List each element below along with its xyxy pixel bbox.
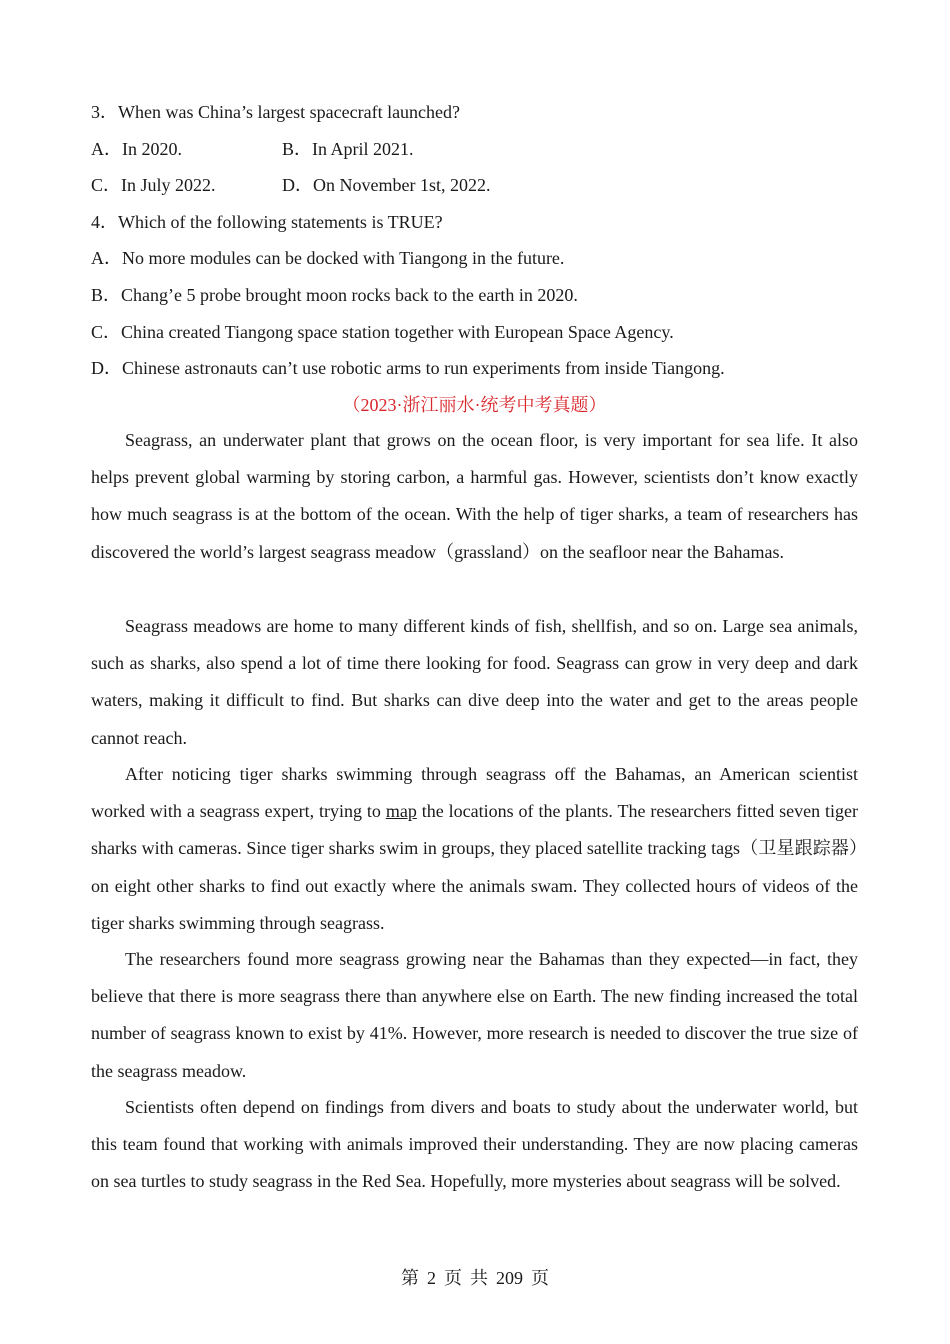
question-4-option-a: A．No more modules can be docked with Tiangong in the future. xyxy=(91,248,565,268)
question-3-option-b: B．In April 2021. xyxy=(282,139,414,159)
question-3-option-c: C．In July 2022. xyxy=(91,175,216,195)
page-footer xyxy=(0,1266,950,1290)
question-3-option-a: A．In 2020. xyxy=(91,139,182,159)
footer-suffix: 页 xyxy=(531,1268,549,1288)
question-3-options-row2 xyxy=(91,173,491,197)
footer-page-number: 2 xyxy=(427,1268,436,1288)
footer-page-word: 页 xyxy=(444,1268,462,1288)
question-4-option-b: B．Chang’e 5 probe brought moon rocks back to the earth in 2020. xyxy=(91,285,578,305)
footer-prefix: 第 xyxy=(401,1268,419,1288)
question-3-options-row1 xyxy=(91,137,414,161)
underlined-word-map: map xyxy=(385,801,417,822)
footer-total-pages: 209 xyxy=(496,1268,523,1288)
paragraph-3-text-after: the locations of the plants. The researchers fitted seven tiger sharks with cameras. Since tiger sharks swim in groups, they placed satellite tracking tags（卫星跟踪器）on eight other sharks to find out exactly where the animals swam. They collected hours of videos of the tiger sharks swimming through seagrass. xyxy=(91,801,858,933)
exam-source-label: （2023·浙江丽水·统考中考真题） xyxy=(342,395,607,415)
passage-paragraph-5: Scientists often depend on findings from divers and boats to study about the underwater world, but this team found that working with animals improved their understanding. They are now placing cameras on sea turtles to study seagrass in the Red Sea. Hopefully, more mysteries about seagrass will be solved. xyxy=(91,1097,858,1192)
passage-paragraph-4: The researchers found more seagrass growing near the Bahamas than they expected—in fact, they believe that there is more seagrass there than anywhere else on Earth. The new finding increased the total number of seagrass known to exist by 41%. However, more research is needed to discover the true size of the seagrass meadow. xyxy=(91,949,858,1081)
passage-paragraph-2: Seagrass meadows are home to many different kinds of fish, shellfish, and so on. Large sea animals, such as sharks, also spend a lot of time there looking for food. Seagrass can grow in very deep and dark waters, making it difficult to find. But sharks can dive deep into the water and get to the areas people cannot reach. xyxy=(91,616,858,748)
question-3-stem: 3．When was China’s largest spacecraft launched? xyxy=(91,102,461,122)
passage-paragraph-3 xyxy=(91,756,858,942)
question-3-option-d: D．On November 1st, 2022. xyxy=(282,175,491,195)
question-4-stem: 4．Which of the following statements is TRUE? xyxy=(91,212,443,232)
paragraph-3-text-before: After noticing tiger sharks swimming through seagrass off the Bahamas, an American scientist worked with a seagrass expert, trying to xyxy=(91,764,858,822)
passage-paragraph-1: Seagrass, an underwater plant that grows on the ocean floor, is very important for sea life. It also helps prevent global warming by storing carbon, a harmful gas. However, scientists don’t know exactly how much seagrass is at the bottom of the ocean. With the help of tiger sharks, a team of researchers has discovered the world’s largest seagrass meadow（grassland）on the seafloor near the Bahamas. xyxy=(91,430,858,562)
footer-total-word: 共 xyxy=(470,1268,488,1288)
question-4-option-d: D．Chinese astronauts can’t use robotic arms to run experiments from inside Tiangong. xyxy=(91,358,725,378)
question-4-option-c: C．China created Tiangong space station together with European Space Agency. xyxy=(91,322,674,342)
